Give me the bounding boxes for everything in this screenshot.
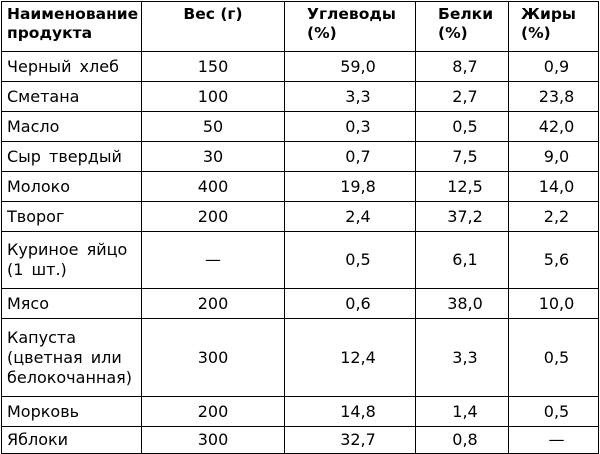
cell-weight: 300 <box>142 319 285 397</box>
cell-fats: 0,9 <box>509 52 599 82</box>
cell-weight: 300 <box>142 427 285 454</box>
cell-proteins: 6,1 <box>416 232 509 289</box>
table-row <box>2 142 599 172</box>
cell-fats: 0,5 <box>509 397 599 427</box>
cell-fats: 10,0 <box>509 289 599 319</box>
cell-fats: — <box>509 427 599 454</box>
cell-weight: 200 <box>142 289 285 319</box>
cell-product: Молоко <box>2 172 142 202</box>
cell-proteins: 2,7 <box>416 82 509 112</box>
cell-carbs: 0,6 <box>285 289 416 319</box>
cell-proteins: 7,5 <box>416 142 509 172</box>
header-product-name: Наименование продукта <box>2 2 142 52</box>
cell-proteins: 37,2 <box>416 202 509 232</box>
table-row <box>2 172 599 202</box>
cell-weight: 100 <box>142 82 285 112</box>
cell-product: Масло <box>2 112 142 142</box>
cell-carbs: 3,3 <box>285 82 416 112</box>
header-weight: Вес (г) <box>142 2 285 52</box>
cell-carbs: 12,4 <box>285 319 416 397</box>
cell-weight: 150 <box>142 52 285 82</box>
cell-carbs: 0,5 <box>285 232 416 289</box>
header-proteins: Белки (%) <box>416 2 509 52</box>
cell-carbs: 59,0 <box>285 52 416 82</box>
table-header-row <box>2 2 599 52</box>
table-row <box>2 427 599 454</box>
cell-weight: 400 <box>142 172 285 202</box>
cell-product: Куриное яйцо (1 шт.) <box>2 232 142 289</box>
cell-weight: 50 <box>142 112 285 142</box>
cell-product: Сыр твердый <box>2 142 142 172</box>
nutrition-table <box>1 1 599 454</box>
cell-weight: 200 <box>142 397 285 427</box>
cell-fats: 9,0 <box>509 142 599 172</box>
cell-product: Мясо <box>2 289 142 319</box>
cell-product: Сметана <box>2 82 142 112</box>
cell-proteins: 3,3 <box>416 319 509 397</box>
cell-proteins: 12,5 <box>416 172 509 202</box>
cell-carbs: 19,8 <box>285 172 416 202</box>
cell-carbs: 32,7 <box>285 427 416 454</box>
cell-proteins: 8,7 <box>416 52 509 82</box>
cell-proteins: 38,0 <box>416 289 509 319</box>
cell-proteins: 1,4 <box>416 397 509 427</box>
cell-carbs: 0,7 <box>285 142 416 172</box>
cell-carbs: 0,3 <box>285 112 416 142</box>
cell-weight: 200 <box>142 202 285 232</box>
table-row <box>2 397 599 427</box>
cell-fats: 0,5 <box>509 319 599 397</box>
cell-carbs: 14,8 <box>285 397 416 427</box>
cell-fats: 23,8 <box>509 82 599 112</box>
header-carbs: Углеводы (%) <box>285 2 416 52</box>
cell-product: Морковь <box>2 397 142 427</box>
table-row <box>2 202 599 232</box>
cell-fats: 5,6 <box>509 232 599 289</box>
table-row <box>2 319 599 397</box>
table-row <box>2 289 599 319</box>
cell-proteins: 0,8 <box>416 427 509 454</box>
cell-product: Капуста (цветная или белокочанная) <box>2 319 142 397</box>
table-row <box>2 52 599 82</box>
cell-product: Черный хлеб <box>2 52 142 82</box>
header-fats: Жиры (%) <box>509 2 599 52</box>
cell-fats: 14,0 <box>509 172 599 202</box>
cell-product: Яблоки <box>2 427 142 454</box>
cell-weight: 30 <box>142 142 285 172</box>
cell-proteins: 0,5 <box>416 112 509 142</box>
cell-weight: — <box>142 232 285 289</box>
cell-carbs: 2,4 <box>285 202 416 232</box>
table-row <box>2 232 599 289</box>
table-row <box>2 112 599 142</box>
cell-fats: 42,0 <box>509 112 599 142</box>
table-row <box>2 82 599 112</box>
cell-product: Творог <box>2 202 142 232</box>
cell-fats: 2,2 <box>509 202 599 232</box>
